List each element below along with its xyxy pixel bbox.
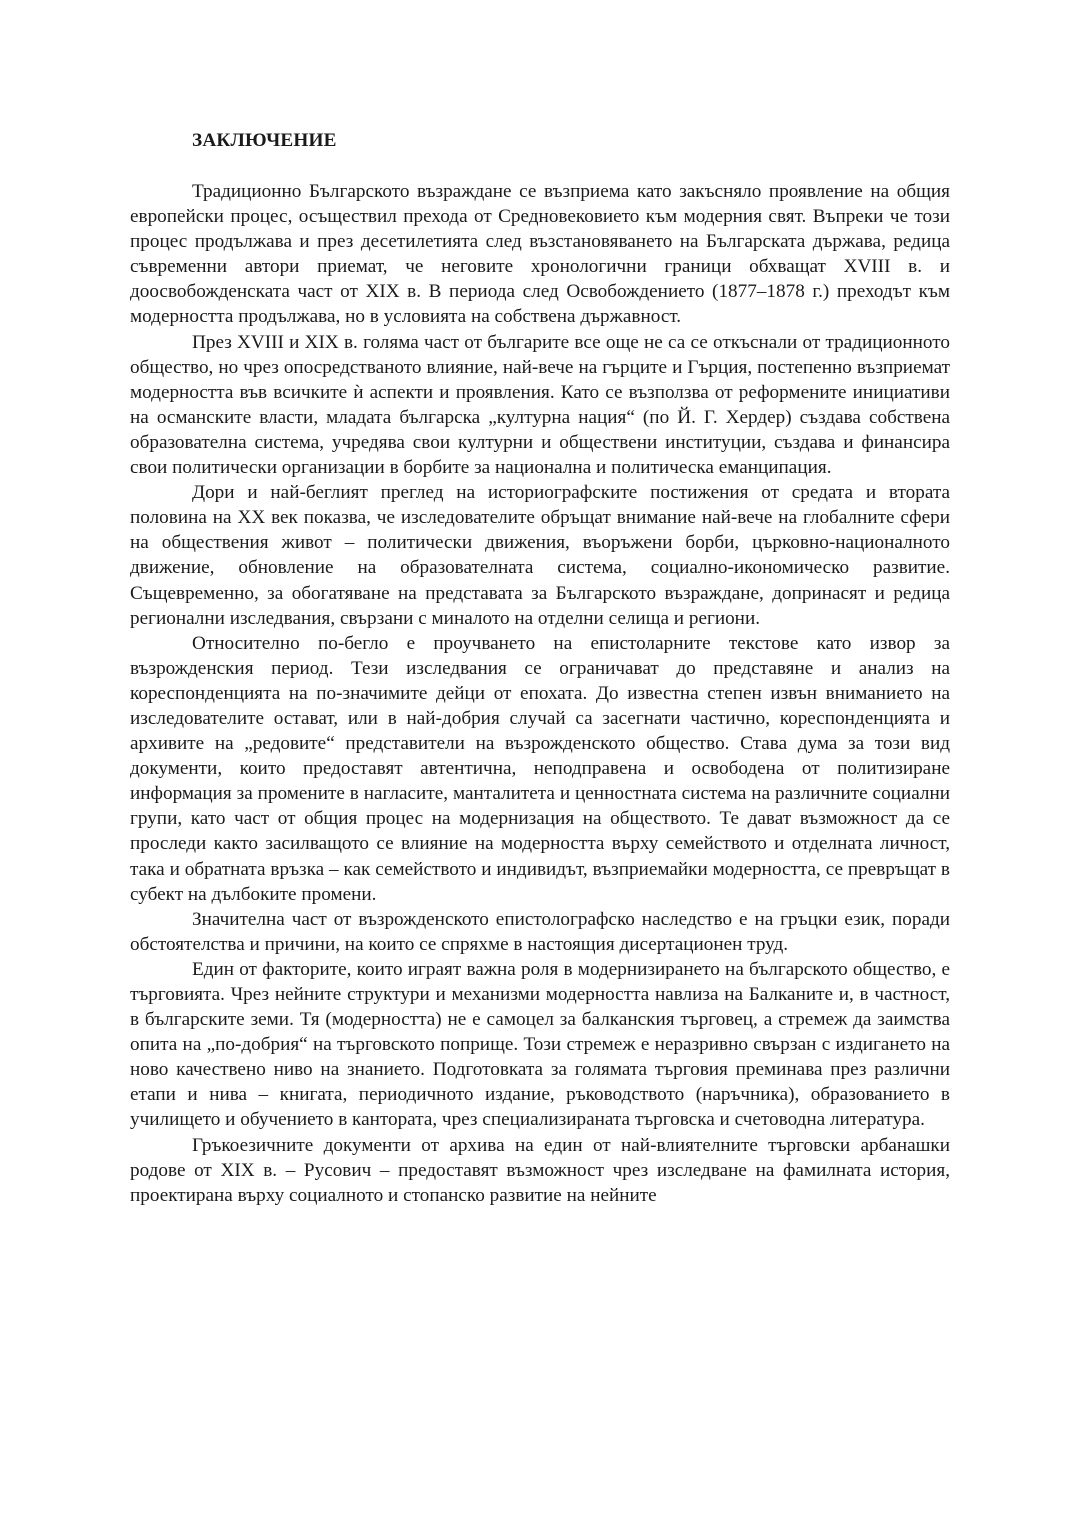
paragraph-1: Традиционно Българското възраждане се възприема като закъсняло проявление на общия европейски процес, осъществил прехода от Средновековието към модерния свят. Въпреки че този процес продължава и през десетилетията след възстановяването на Българската държава, редица съвременни автори приемат, че неговите хронологични граници обхващат XVIII в. и доосвобожденската част от XIX в. В периода след Освобождението (1877–1878 г.) преходът към модерността продължава, но в условията на собствена държавност. [130,181,950,328]
paragraph-4: Относително по-бегло е проучването на епистоларните текстове като извор за възрожденския период. Тези изследвания се ограничават до представяне и анализ на кореспонденцията на по-значимите дейци от епохата. До известна степен извън вниманието на изследователите остават, или в най-добрия случай са засегнати частично, кореспонденцията и архивите на „редовите“ представители на възрожденското общество. Става дума за този вид документи, които предоставят автентична, неподправена и освободена от политизиране информация за промените в нагласите, манталитета и ценностната система на различните социални групи, като част от общия процес на модернизация на обществото. Те дават възможност да се проследи както засилващото се влияние на модерността върху семейството и отделната личност, така и обратната връзка – как семейството и индивидът, възприемайки модерността, се превръщат в субект на дълбоките промени. [130,632,950,905]
paragraph-7: Гръкоезичните документи от архива на един от най-влиятелните търговски арбанашки родове от XIX в. – Русович – предоставят възможност чрез изследване на фамилната история, проектирана върху социалното и стопанско развитие на нейните [130,1134,950,1206]
paragraph-2: През XVIII и XIX в. голяма част от българите все още не са се откъснали от традиционното общество, но чрез опосредстваното влияние, най-вече на гърците и Гърция, постепенно възприемат модерността във всичките ѝ аспекти и проявления. Като се възползва от реформените инициативи на османските власти, младата българска „културна нация“ (по Й. Г. Хердер) създава собствена образователна система, учредява свои културни и обществени институции, създава и финансира свои политически организации в борбите за национална и политическа еманципация. [130,331,950,479]
paragraph-3: Дори и най-беглият преглед на историографските постижения от средата и втората половина на XX век показва, че изследователите обръщат внимание най-вече на глобалните сфери на обществения живот – политически движения, въоръжени борби, църковно-националното движение, обновление на образователната система, социално-икономическо развитие. Същевременно, за обогатяване на представата за Българското възраждане, допринасят и редица регионални изследвания, свързани с миналото на отделни селища и региони. [130,482,950,629]
document-body [130,128,950,1208]
paragraph-6: Един от факторите, които играят важна роля в модернизирането на българското общество, е търговията. Чрез нейните структури и механизми модерността навлиза на Балканите и, в частност, в българските земи. Тя (модерността) не е самоцел за балканския търговец, а стремеж да заимства опита на „по-добрия“ на търговското поприще. Този стремеж е неразривно свързан с издигането на ново качествено ниво на знанието. Подготовката за голямата търговия преминава през различни етапи и нива – книгата, периодичното издание, ръководството (наръчника), образованието в училището и обучението в кантората, чрез специализираната търговска и счетоводна литература. [130,958,950,1131]
paragraph-5: Значителна част от възрожденското епистолографско наследство е на гръцки език, поради обстоятелства и причини, на които се спряхме в настоящия дисертационен труд. [130,908,950,955]
section-title: ЗАКЛЮЧЕНИЕ [192,130,337,151]
